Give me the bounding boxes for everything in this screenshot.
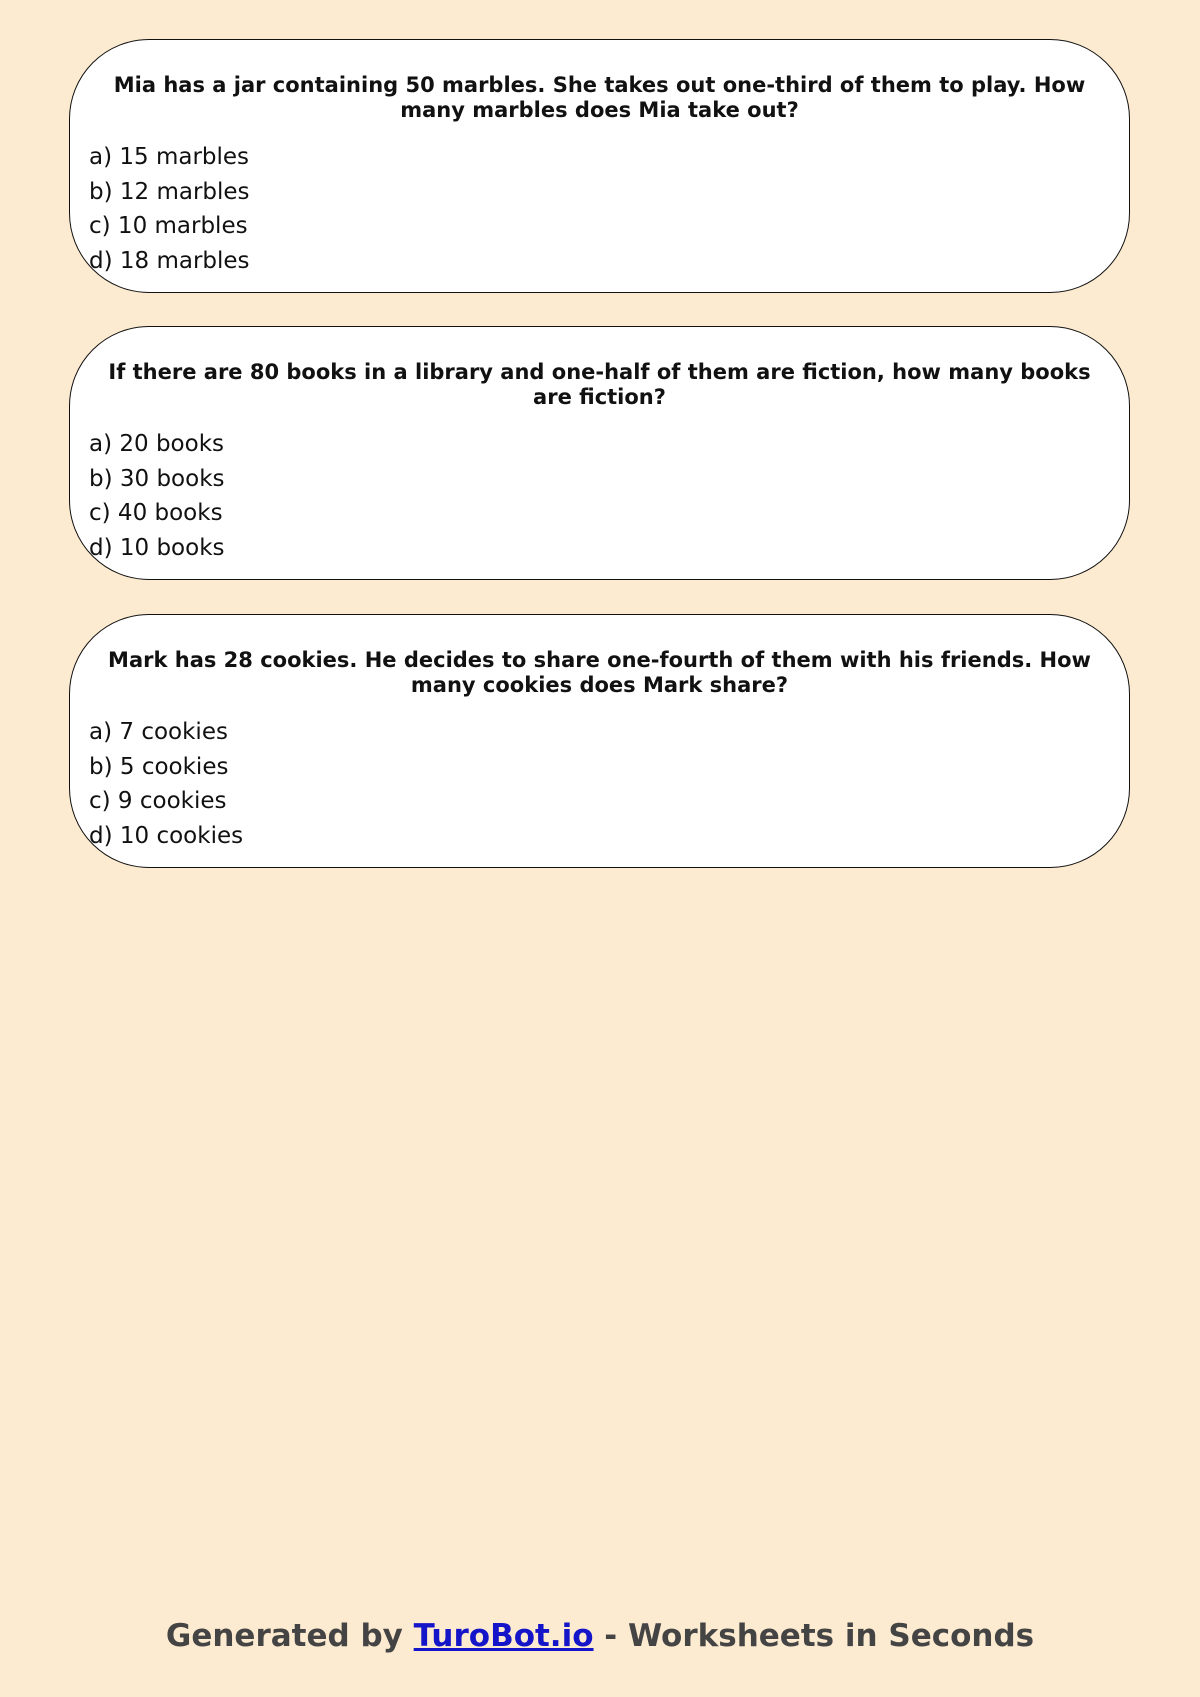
- question-card-1: [69, 39, 1130, 293]
- answer-option-b: b) 30 books: [89, 465, 225, 492]
- answer-option-b: b) 12 marbles: [89, 178, 250, 205]
- footer-credit: [0, 1618, 1200, 1654]
- footer-suffix: - Worksheets in Seconds: [593, 1618, 1035, 1654]
- answer-options: [89, 427, 225, 565]
- answer-option-a: a) 20 books: [89, 431, 225, 457]
- answer-option-d: d) 10 cookies: [89, 822, 244, 849]
- answer-option-c: c) 9 cookies: [89, 788, 227, 814]
- answer-option-c: c) 10 marbles: [89, 213, 248, 239]
- answer-option-c: c) 40 books: [89, 500, 223, 526]
- answer-option-a: a) 7 cookies: [89, 719, 228, 745]
- answer-option-d: d) 18 marbles: [89, 247, 250, 274]
- question-text: Mark has 28 cookies. He decides to share one-fourth of them with his friends. How many cookies does Mark share?: [108, 648, 1091, 697]
- answer-options: [89, 715, 243, 853]
- answer-option-b: b) 5 cookies: [89, 753, 229, 780]
- question-text: If there are 80 books in a library and one-half of them are fiction, how many books are fiction?: [108, 360, 1091, 409]
- answer-option-a: a) 15 marbles: [89, 144, 250, 170]
- footer-prefix: Generated by: [165, 1618, 414, 1654]
- question-card-3: [69, 614, 1130, 868]
- question-card-2: [69, 326, 1130, 580]
- question-text: Mia has a jar containing 50 marbles. She takes out one-third of them to play. How many marbles does Mia take out?: [113, 73, 1086, 122]
- answer-option-d: d) 10 books: [89, 534, 225, 561]
- answer-options: [89, 140, 250, 278]
- turobot-link[interactable]: TuroBot.io: [413, 1618, 594, 1654]
